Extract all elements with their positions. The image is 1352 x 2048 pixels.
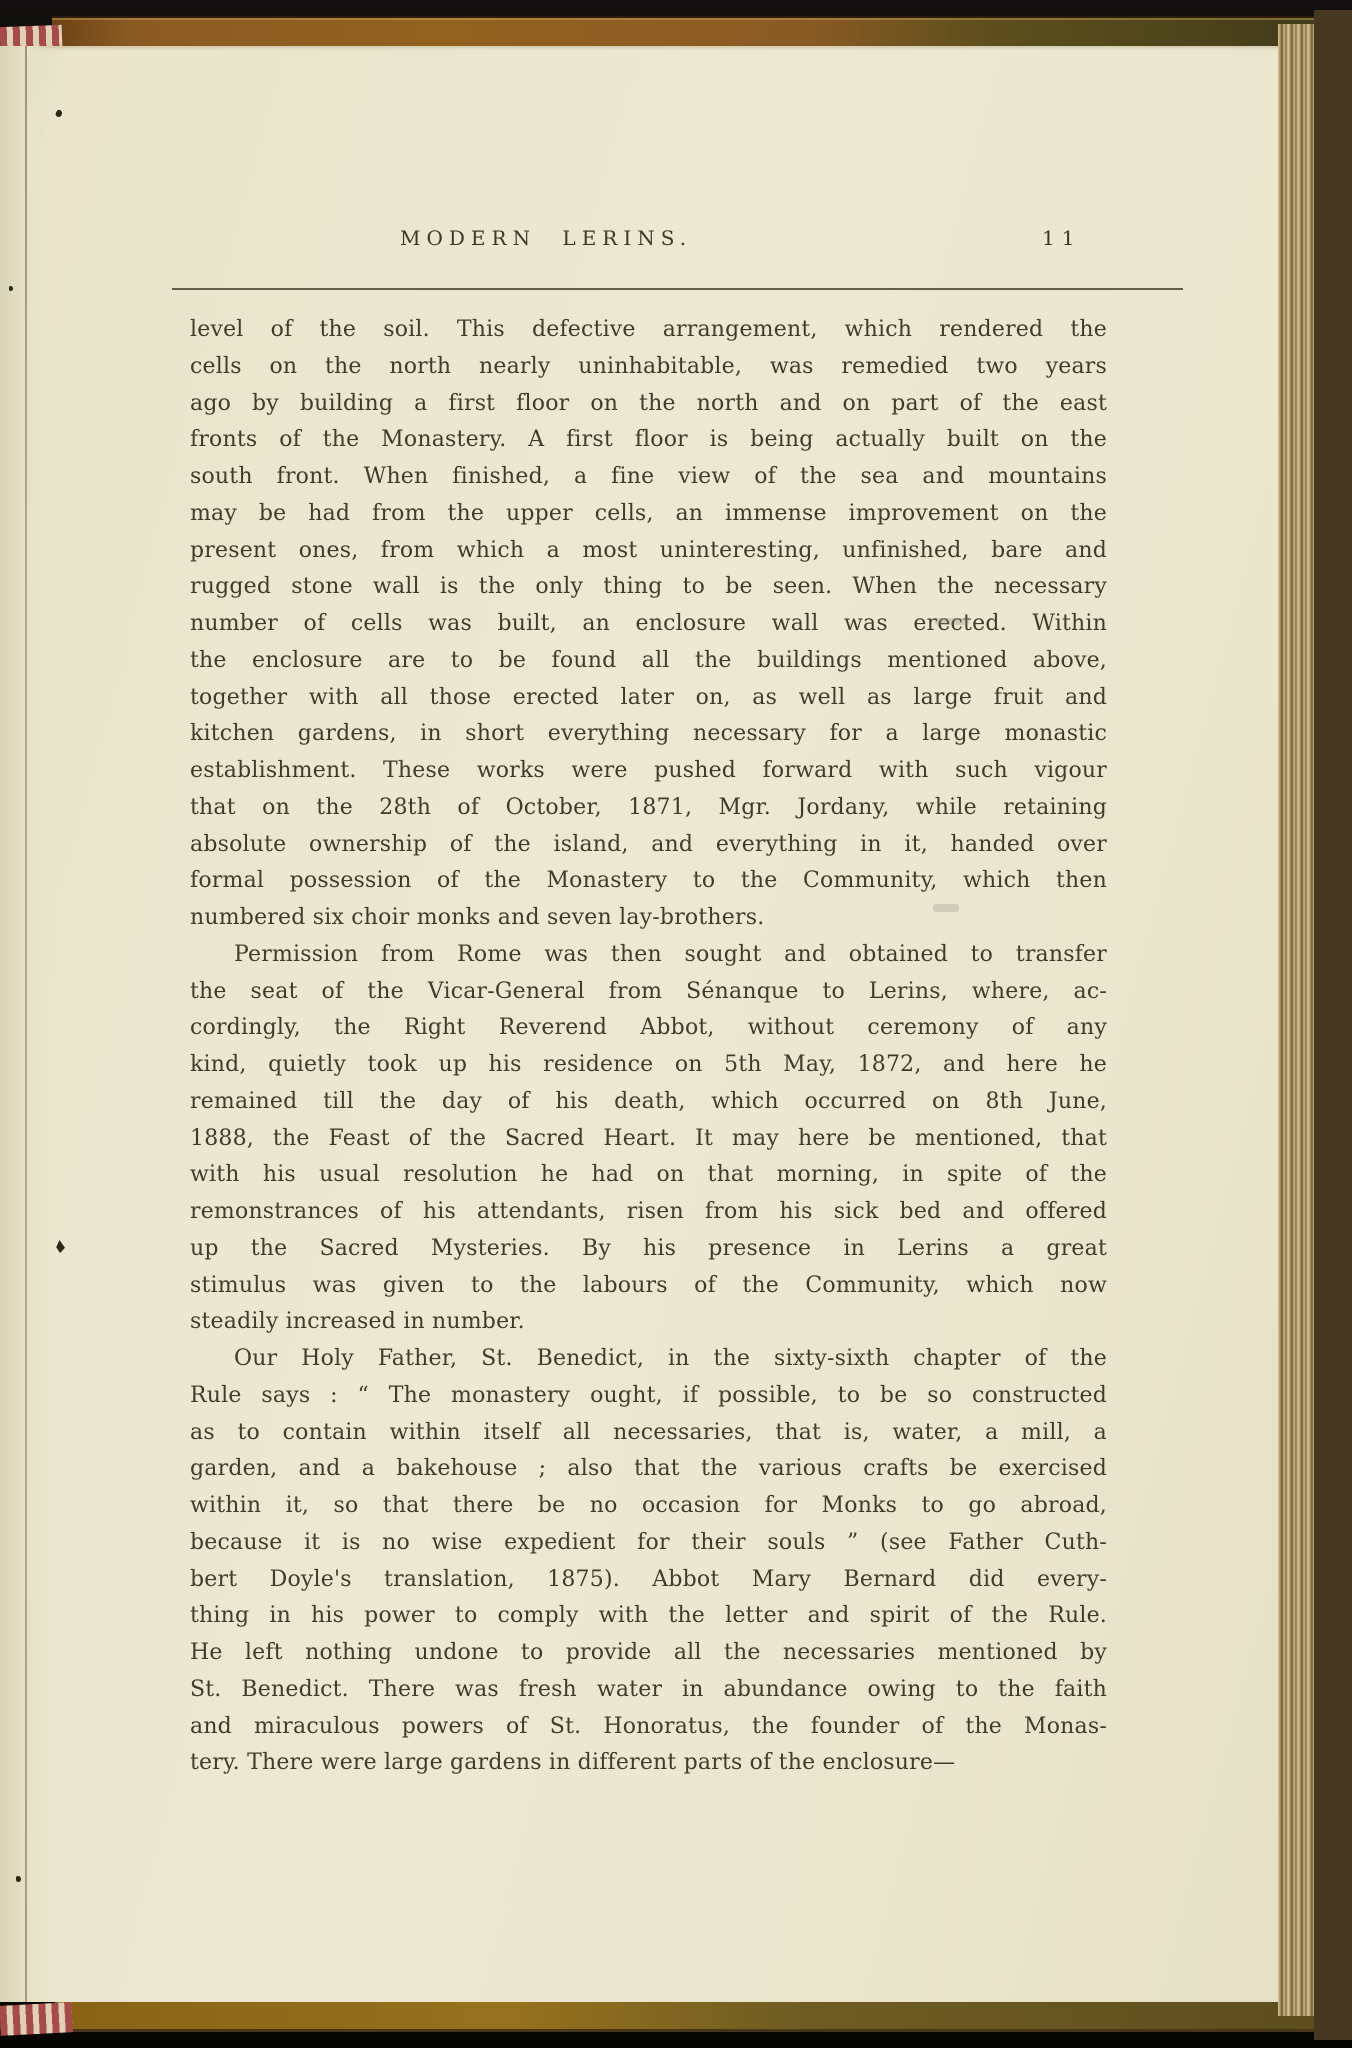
text-line: cordingly, the Right Reverend Abbot, without ceremony of any: [190, 1015, 1107, 1041]
gutter-crease-line: [25, 46, 27, 2002]
text-line: with his usual resolution he had on that morning, in spite of the: [190, 1162, 1107, 1188]
header-rule: [172, 288, 1183, 290]
text-line: numbered six choir monks and seven lay-brothers.: [190, 905, 765, 930]
text-line: may be had from the upper cells, an immense improvement on the: [190, 500, 1107, 526]
text-line: tery. There were large gardens in different parts of the enclosure—: [190, 1750, 956, 1776]
book-cover-right: [1314, 10, 1352, 2040]
text-line: number of cells was built, an enclosure wall was erected. Within: [190, 611, 1107, 636]
text-line: garden, and a bakehouse ; also that the various crafts be exercised: [190, 1456, 1107, 1482]
text-line: together with all those erected later on, as well as large fruit and: [190, 684, 1107, 710]
margin-smudge: [933, 904, 959, 912]
margin-smudge: [935, 618, 969, 625]
text-line: 1888, the Feast of the Sacred Heart. It may here be mentioned, that: [190, 1125, 1107, 1151]
text-line: formal possession of the Monastery to the Community, which then: [190, 868, 1107, 894]
ink-speck: [9, 286, 13, 291]
text-line: the enclosure are to be found all the buildings mentioned above,: [190, 647, 1107, 673]
ink-speck: [54, 1240, 65, 1253]
running-title: MODERN LERINS.: [400, 226, 693, 250]
text-line: rugged stone wall is the only thing to be seen. When the necessary: [190, 574, 1107, 600]
book-cover-top-edge: [52, 16, 1352, 50]
text-line: ago by building a first floor on the north and on part of the east: [190, 390, 1107, 416]
text-line: within it, so that there be no occasion for Monks to go abroad,: [190, 1493, 1107, 1518]
text-line: absolute ownership of the island, and everything in it, handed over: [190, 831, 1107, 857]
text-line: the seat of the Vicar-General from Sénanque to Lerins, where, ac-: [190, 978, 1107, 1004]
text-line: level of the soil. This defective arrangement, which rendered the: [190, 317, 1107, 342]
text-line: remonstrances of his attendants, risen from his sick bed and offered: [190, 1199, 1107, 1224]
text-line: cells on the north nearly uninhabitable, was remedied two years: [190, 353, 1107, 379]
text-line: Permission from Rome was then sought and obtained to transfer: [234, 941, 1107, 967]
page-number: 11: [1042, 226, 1082, 250]
text-line: as to contain within itself all necessaries, that is, water, a mill, a: [190, 1419, 1107, 1445]
endband-bottom: [0, 2002, 73, 2036]
text-line: steadily increased in number.: [190, 1309, 525, 1335]
text-line: establishment. These works were pushed forward with such vigour: [190, 758, 1107, 783]
text-line: that on the 28th of October, 1871, Mgr. Jordany, while retaining: [190, 794, 1107, 820]
page-edges-stack: [1278, 24, 1316, 2016]
book-cover-bottom-edge: [55, 1999, 1352, 2029]
text-line: fronts of the Monastery. A first floor is being actually built on the: [190, 427, 1107, 453]
text-line: bert Doyle's translation, 1875). Abbot Mary Bernard did every-: [190, 1566, 1107, 1592]
text-line: Rule says : “ The monastery ought, if possible, to be so constructed: [190, 1382, 1107, 1408]
text-line: present ones, from which a most uninteresting, unfinished, bare and: [190, 537, 1107, 563]
text-line: and miraculous powers of St. Honoratus, the founder of the Monas-: [190, 1713, 1107, 1739]
text-line: remained till the day of his death, which occurred on 8th June,: [190, 1088, 1107, 1114]
text-line: thing in his power to comply with the letter and spirit of the Rule.: [190, 1603, 1107, 1629]
page-body: [190, 312, 1107, 1782]
text-line: stimulus was given to the labours of the Community, which now: [190, 1272, 1107, 1298]
text-line: St. Benedict. There was fresh water in abundance owing to the faith: [190, 1676, 1107, 1702]
text-line: up the Sacred Mysteries. By his presence in Lerins a great: [190, 1235, 1107, 1261]
text-line: Our Holy Father, St. Benedict, in the sixty-sixth chapter of the: [234, 1346, 1107, 1371]
text-line: because it is no wise expedient for their souls ” (see Father Cuth-: [190, 1529, 1107, 1555]
text-line: kind, quietly took up his residence on 5th May, 1872, and here he: [190, 1052, 1107, 1077]
text-line: He left nothing undone to provide all the necessaries mentioned by: [190, 1640, 1107, 1665]
text-line: kitchen gardens, in short everything necessary for a large monastic: [190, 721, 1107, 747]
text-line: south front. When finished, a fine view of the sea and mountains: [190, 464, 1107, 489]
ink-speck: [16, 1876, 21, 1882]
book-page: [0, 46, 1282, 2002]
ink-speck: [55, 109, 63, 118]
